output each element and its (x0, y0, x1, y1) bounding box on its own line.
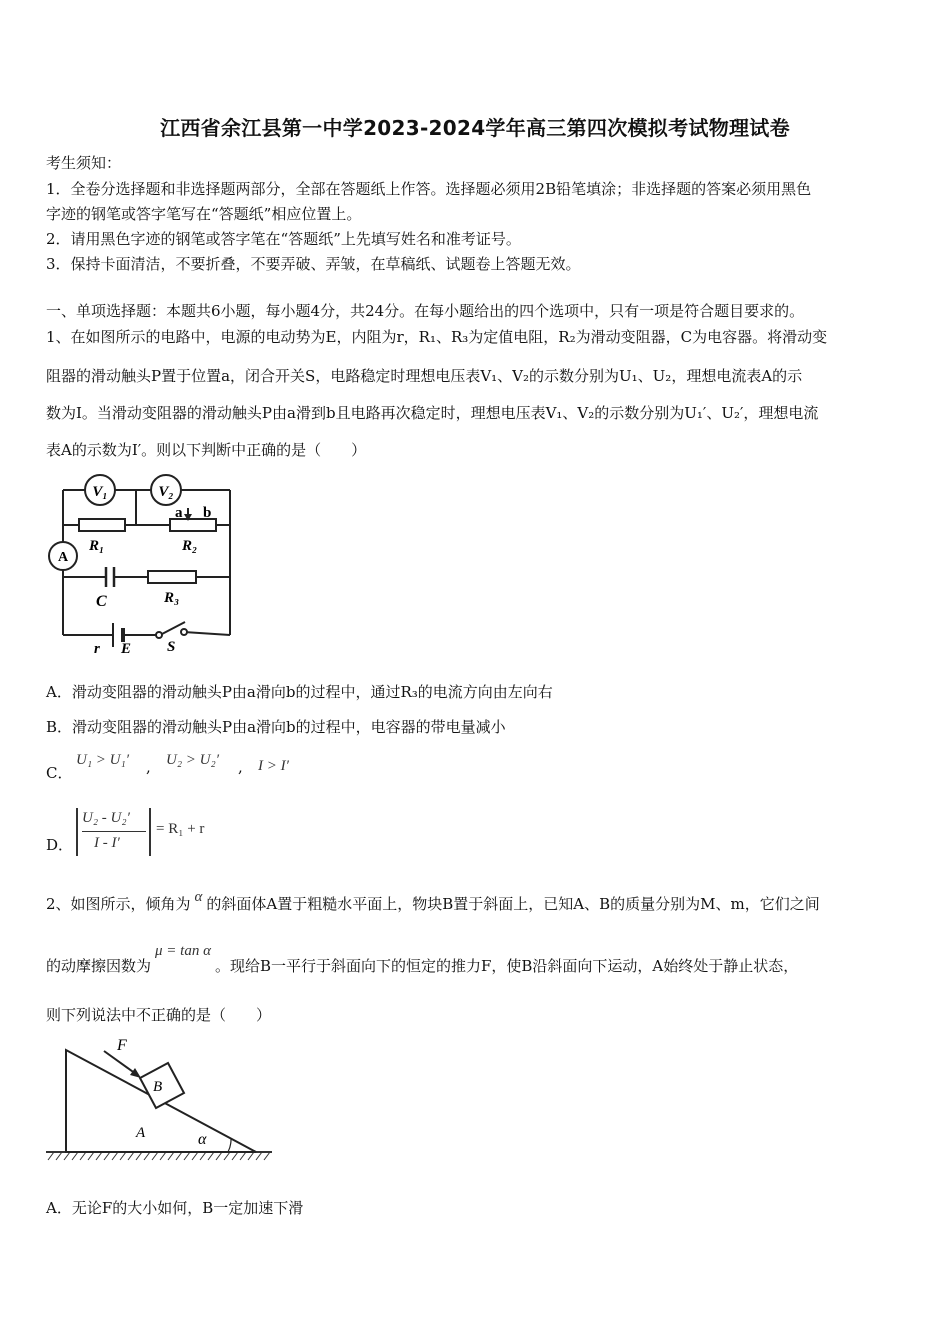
q1-line-1: 1、在如图所示的电路中，电源的电动势为E，内阻为r，R₁、R₃为定值电阻，R₂为滑动变阻器，C为电容器。将滑动变 (46, 328, 828, 346)
mu-expression: μ = tan α (155, 943, 211, 959)
ground-hatch (46, 1152, 272, 1160)
q1-option-d-rhs: = R₁ + r (156, 821, 205, 837)
q2-line-2-post: 。现给B一平行于斜面向下的恒定的推力F，使B沿斜面向下运动，A始终处于静止状态， (214, 957, 799, 975)
capacitor-c (106, 567, 114, 587)
notice-item-3: 3．保持卡面清洁，不要折叠，不要弄破、弄皱，在草稿纸、试题卷上答题无效。 (46, 255, 581, 273)
section-heading: 一、单项选择题：本题共6小题，每小题4分，共24分。在每小题给出的四个选项中，只有一项是符合题目要求的。 (46, 302, 805, 320)
q1-option-c-label: C． (46, 764, 73, 782)
q2-line-1 (46, 889, 820, 914)
abs-bar-left (76, 808, 78, 856)
v2-label: V₂ (158, 484, 174, 500)
q1-option-c-sep1: , (146, 758, 151, 776)
notice-heading: 考生须知： (46, 154, 122, 172)
q1-option-c-expr1: U₁ > U₁′ (76, 752, 129, 768)
r2-label: R₂ (182, 538, 198, 554)
resistor-r3 (148, 571, 196, 583)
page-title: 江西省余江县第一中学2023-2024学年高三第四次模拟考试物理试卷 (160, 116, 790, 140)
q1-option-a: A．滑动变阻器的滑动触头P由a滑向b的过程中，通过R₃的电流方向由左向右 (46, 683, 553, 701)
force-f-label: F (117, 1037, 127, 1054)
alpha-symbol: α (194, 889, 203, 905)
force-arrow (104, 1051, 136, 1074)
q1-line-3: 数为I。当滑动变阻器的滑动触头P由a滑到b且电路再次稳定时，理想电压表V₁、V₂的示数分别为U₁′、U₂′，理想电流 (46, 404, 819, 422)
q2-line-3: 则下列说法中不正确的是（ ） (46, 1006, 272, 1024)
switch-s (156, 622, 187, 638)
q1-option-d-denominator: I - I′ (94, 835, 120, 851)
r1-label: R₁ (89, 538, 105, 554)
block-b-label: B (153, 1079, 163, 1095)
q2-line-2 (46, 943, 799, 976)
e-label: E (121, 641, 132, 657)
q1-option-c-sep2: , (238, 758, 243, 776)
notice-item-1-cont: 字迹的钢笔或答字笔写在“答题纸”相应位置上。 (46, 205, 362, 223)
r3-label: R₃ (164, 590, 180, 606)
abs-bar-right (149, 808, 151, 856)
q1-line-2: 阻器的滑动触头P置于位置a，闭合开关S，电路稳定时理想电压表V₁、V₂的示数分别为U₁、U₂，理想电流表A的示 (46, 367, 803, 385)
fraction-bar (82, 831, 146, 832)
notice-item-1: 1．全卷分选择题和非选择题两部分，全部在答题纸上作答。选择题必须用2B铅笔填涂；非选择题的答案必须用黑色 (46, 180, 812, 198)
v1-label: V₁ (92, 484, 108, 500)
point-b-label: b (203, 505, 212, 521)
q2-line-1-post: 的斜面体A置于粗糙水平面上，物块B置于斜面上，已知A、B的质量分别为M、m，它们之间 (206, 895, 820, 913)
q1-line-4: 表A的示数为I′。则以下判断中正确的是（ ） (46, 441, 367, 459)
force-arrowhead (130, 1068, 141, 1078)
q2-option-a: A．无论F的大小如何，B一定加速下滑 (46, 1199, 304, 1217)
q1-option-d-label: D． (46, 836, 74, 854)
q1-option-b: B．滑动变阻器的滑动触头P由a滑向b的过程中，电容器的带电量减小 (46, 718, 506, 736)
ammeter-label: A (57, 550, 69, 565)
point-a-label: a (175, 505, 183, 521)
q1-option-d-numerator: U₂ - U₂′ (82, 810, 130, 826)
incline-diagram (44, 1036, 276, 1166)
r-label: r (94, 641, 100, 657)
resistor-r1 (79, 519, 125, 531)
angle-alpha-label: α (198, 1131, 207, 1148)
s-label: S (167, 639, 176, 655)
notice-item-2: 2．请用黑色字迹的钢笔或答字笔在“答题纸”上先填写姓名和准考证号。 (46, 230, 521, 248)
q1-option-c-expr3: I > I′ (258, 758, 289, 774)
q1-option-c-expr2: U₂ > U₂′ (166, 752, 219, 768)
incline-a-label: A (136, 1125, 146, 1141)
q2-line-2-pre: 的动摩擦因数为 (46, 957, 152, 975)
c-label: C (96, 593, 107, 610)
q2-line-1-pre: 2、如图所示，倾角为 (46, 895, 191, 913)
circuit-diagram (44, 470, 244, 660)
